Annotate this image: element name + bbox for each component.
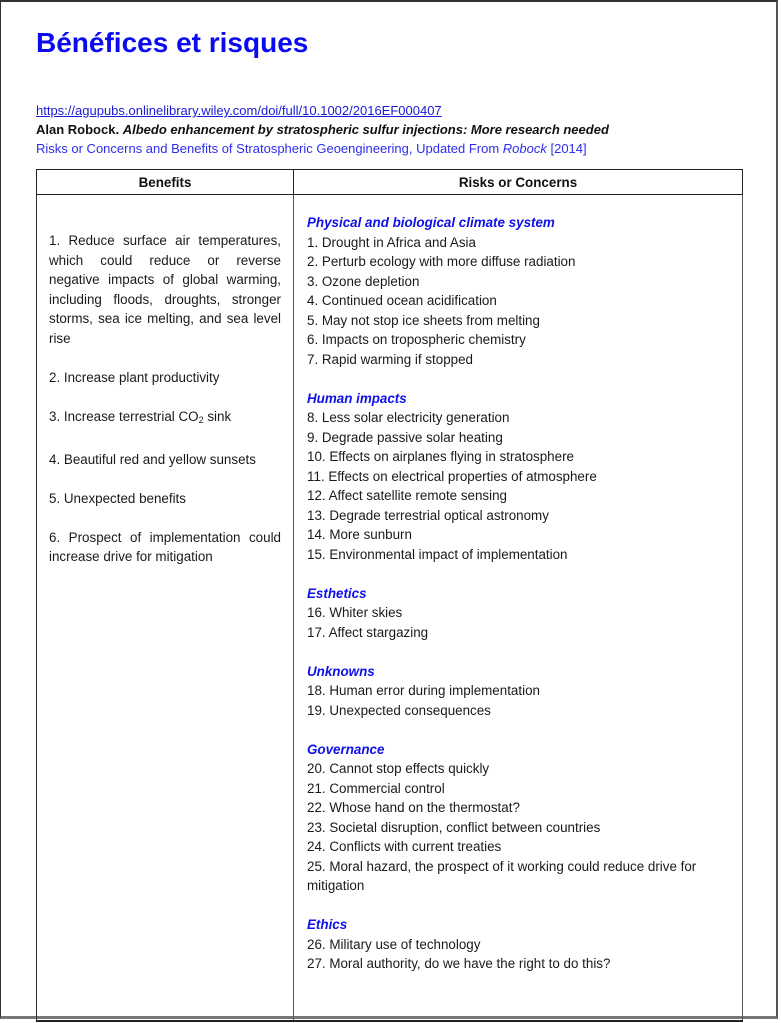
risk-item: 26. Military use of technology [307, 936, 481, 952]
caption-year: [2014] [546, 141, 587, 156]
risk-group-human [307, 389, 732, 565]
risk-item: 13. Degrade terrestrial optical astronomy [307, 507, 549, 523]
risk-item: 7. Rapid warming if stopped [307, 351, 473, 367]
benefit-text: sink [203, 408, 232, 424]
group-heading: Ethics [307, 917, 348, 932]
risk-item: 23. Societal disruption, conflict between countries [307, 819, 601, 835]
risk-item: 5. May not stop ice sheets from melting [307, 312, 540, 328]
risk-group-ethics [307, 915, 732, 974]
risk-group-governance [307, 740, 732, 896]
citation-author: Alan Robock. [36, 122, 120, 137]
risk-item: 6. Impacts on tropospheric chemistry [307, 332, 526, 347]
benefit-item: 5. Unexpected benefits [49, 490, 186, 506]
group-heading: Esthetics [307, 585, 367, 601]
risk-group-physical [307, 213, 732, 369]
risk-item: 9. Degrade passive solar heating [307, 429, 503, 445]
group-heading: Unknowns [307, 663, 375, 679]
risk-item: 17. Affect stargazing [307, 624, 429, 640]
risk-item: 18. Human error during implementation [307, 683, 540, 698]
header-risks: Risks or Concerns [294, 170, 743, 195]
group-heading: Human impacts [307, 390, 407, 406]
source-link[interactable]: https://agupubs.onlinelibrary.wiley.com/doi/full/10.1002/2016EF000407 [36, 103, 442, 118]
risk-group-unknowns [307, 662, 732, 721]
risk-item: 2. Perturb ecology with more diffuse radiation [307, 254, 576, 269]
group-heading: Governance [307, 741, 385, 757]
risk-item: 20. Cannot stop effects quickly [307, 761, 490, 776]
risks-cell [294, 195, 743, 1022]
page-title: Bénéfices et risques [36, 27, 309, 58]
risk-item: 21. Commercial control [307, 780, 445, 796]
risk-item: 10. Effects on airplanes flying in stratosphere [307, 449, 574, 464]
benefit-text: 3. Increase terrestrial CO [49, 408, 199, 424]
subscript: 2 [198, 414, 204, 425]
risk-item: 11. Effects on electrical properties of atmosphere [307, 468, 597, 484]
risk-item: 15. Environmental impact of implementation [307, 546, 568, 562]
risk-item: 1. Drought in Africa and Asia [307, 234, 476, 250]
risk-item: 25. Moral hazard, the prospect of it working could reduce drive for mitigation [307, 858, 697, 893]
benefit-item: 1. Reduce surface air temperatures, which could reduce or reverse negative impacts of global warming, including floods, droughts, stronger storms, sea ice melting, and sea level rise [49, 233, 281, 346]
caption-text: Risks or Concerns and Benefits of Stratospheric Geoengineering, Updated From [36, 141, 503, 156]
risk-item: 24. Conflicts with current treaties [307, 839, 502, 854]
caption-author: Robock [502, 141, 547, 156]
benefit-item: 4. Beautiful red and yellow sunsets [49, 451, 256, 467]
risk-item: 4. Continued ocean acidification [307, 293, 497, 308]
risk-item: 19. Unexpected consequences [307, 702, 491, 718]
header-benefits: Benefits [37, 170, 294, 195]
risk-item: 8. Less solar electricity generation [307, 410, 510, 425]
table-caption [36, 141, 587, 156]
risk-item: 22. Whose hand on the thermostat? [307, 800, 520, 815]
benefit-item: 2. Increase plant productivity [49, 369, 220, 385]
citation-title: Albedo enhancement by stratospheric sulfur injections: More research needed [122, 122, 609, 137]
group-heading: Physical and biological climate system [307, 215, 555, 230]
risk-item: 27. Moral authority, do we have the right to do this? [307, 956, 611, 971]
citation [36, 122, 609, 137]
benefit-item: 6. Prospect of implementation could increase drive for mitigation [49, 529, 281, 564]
risk-item: 14. More sunburn [307, 527, 412, 542]
benefits-risks-table [36, 169, 743, 1022]
risk-group-esthetics [307, 584, 732, 643]
risk-item: 12. Affect satellite remote sensing [307, 488, 507, 503]
benefit-item [49, 407, 281, 431]
risk-item: 16. Whiter skies [307, 605, 403, 620]
risk-item: 3. Ozone depletion [307, 273, 420, 289]
benefits-cell [37, 195, 294, 1022]
